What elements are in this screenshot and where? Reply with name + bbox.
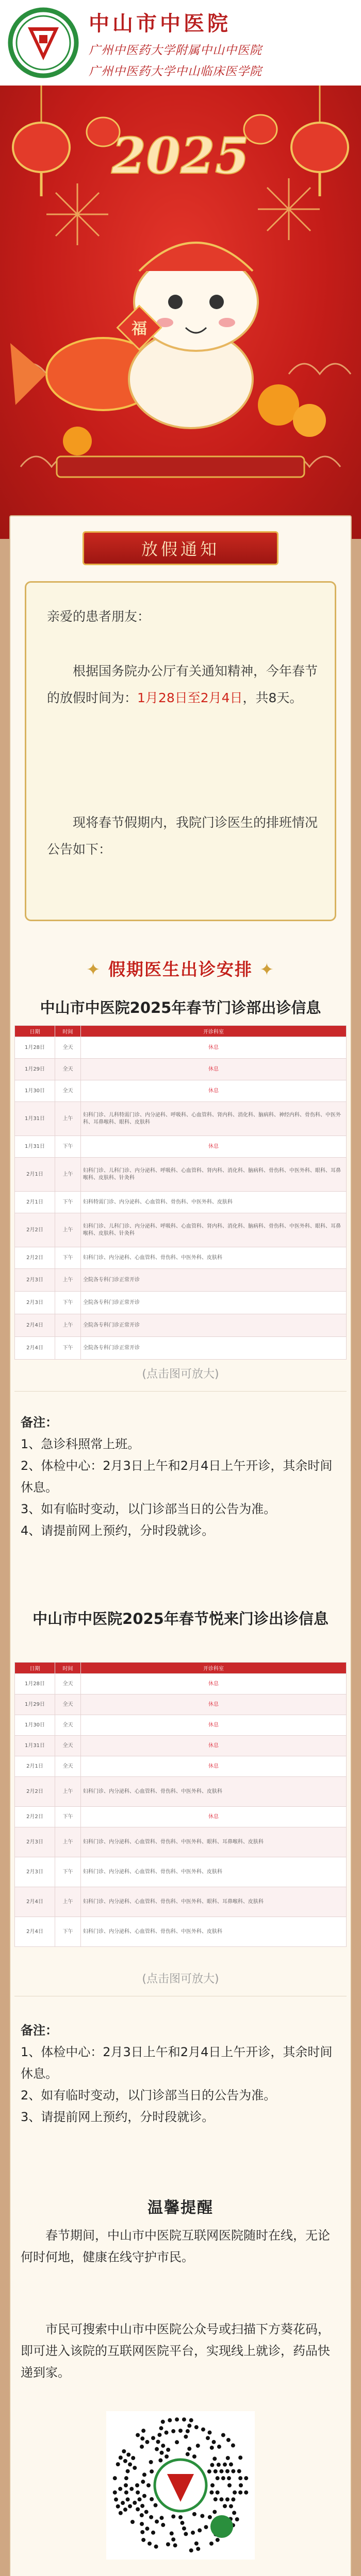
cell-departments: 休息 bbox=[81, 1736, 347, 1756]
cell-time: 全天 bbox=[55, 1694, 81, 1715]
cell-date: 1月30日 bbox=[15, 1080, 55, 1102]
notice-greeting: 亲爱的患者朋友： bbox=[47, 609, 151, 624]
yuelai-schedule-table bbox=[14, 1662, 347, 1947]
cell-time: 全天 bbox=[55, 1756, 81, 1777]
table-row bbox=[15, 1059, 347, 1080]
hospital-header bbox=[0, 0, 361, 86]
cell-date: 1月28日 bbox=[15, 1037, 55, 1059]
cell-time: 全天 bbox=[55, 1037, 81, 1059]
cell-date: 2月3日 bbox=[15, 1827, 55, 1857]
qr-code-icon bbox=[106, 2411, 255, 2560]
cell-departments: 妇科门诊、儿科门诊、内分泌科、呼吸科、心血管科、肾内科、消化科、脑病科、骨伤科、中医外科、眼科、耳鼻喉科、皮肤科、针灸科 bbox=[81, 1213, 347, 1247]
col-date: 日期 bbox=[15, 1663, 55, 1674]
hospital-affiliation-2: 广州中医药大学中山临床医学院 bbox=[89, 64, 262, 78]
firework-icon bbox=[46, 178, 320, 245]
cell-departments: 休息 bbox=[81, 1080, 347, 1102]
table-row bbox=[15, 1694, 347, 1715]
outpatient-table-title: 中山市中医院2025年春节门诊部出诊信息 bbox=[40, 999, 321, 1016]
wechat-mini-program-icon bbox=[210, 2515, 233, 2538]
cell-date: 2月1日 bbox=[15, 1158, 55, 1192]
cell-date: 2月4日 bbox=[15, 1917, 55, 1947]
svg-text:福: 福 bbox=[132, 320, 147, 338]
cell-departments: 休息 bbox=[81, 1674, 347, 1694]
notice-card bbox=[25, 581, 336, 921]
lantern-icon: ✦ bbox=[86, 959, 108, 979]
cell-time: 全天 bbox=[55, 1674, 81, 1694]
cell-departments: 休息 bbox=[81, 1715, 347, 1736]
cell-departments: 休息 bbox=[81, 1136, 347, 1158]
cell-time: 下午 bbox=[55, 1247, 81, 1269]
hospital-logo bbox=[7, 7, 79, 79]
cell-time: 上午 bbox=[55, 1827, 81, 1857]
cell-date: 1月28日 bbox=[15, 1674, 55, 1694]
table-row bbox=[15, 1756, 347, 1777]
cell-time: 下午 bbox=[55, 1136, 81, 1158]
schedule-section-title: ✦ 假期医生出诊安排 ✦ bbox=[86, 959, 275, 979]
remarks-title: 备注： bbox=[21, 1415, 58, 1430]
cell-departments: 全院各专科门诊正常开诊 bbox=[81, 1314, 347, 1337]
cell-time: 全天 bbox=[55, 1715, 81, 1736]
col-departments: 开诊科室 bbox=[81, 1026, 347, 1037]
cell-date: 1月31日 bbox=[15, 1102, 55, 1136]
cell-time: 下午 bbox=[55, 1807, 81, 1827]
new-year-hero-banner bbox=[0, 86, 361, 539]
cell-date: 2月2日 bbox=[15, 1807, 55, 1827]
table-row bbox=[15, 1102, 347, 1136]
table-row bbox=[15, 1037, 347, 1059]
cell-date: 1月31日 bbox=[15, 1136, 55, 1158]
table-row bbox=[15, 1192, 347, 1213]
cell-date: 2月3日 bbox=[15, 1292, 55, 1314]
outpatient-schedule-table bbox=[14, 1025, 347, 1360]
divider bbox=[14, 1391, 347, 1392]
col-time: 时间 bbox=[55, 1026, 81, 1037]
cell-departments: 妇科门诊、儿科特需门诊、内分泌科、呼吸科、心血管科、肾内科、消化科、脑病科、神经内科、骨伤科、中医外科、耳鼻喉科、眼科、皮肤科 bbox=[81, 1102, 347, 1136]
cell-date: 2月3日 bbox=[15, 1857, 55, 1887]
cell-date: 2月4日 bbox=[15, 1314, 55, 1337]
year-text: 2025 bbox=[111, 127, 250, 185]
enlarge-caption: (点击图可放大) bbox=[142, 1368, 219, 1381]
cell-departments: 妇科门诊、内分泌科、心血管科、骨伤科、中医外科、皮肤科 bbox=[81, 1857, 347, 1887]
cell-departments: 休息 bbox=[81, 1059, 347, 1080]
enlarge-caption: (点击图可放大) bbox=[142, 1973, 219, 1986]
cell-time: 上午 bbox=[55, 1213, 81, 1247]
notice-paragraph-holiday: 根据国务院办公厅有关通知精神，今年春节的放假时间为：1月28日至2月4日，共8天。 bbox=[47, 664, 318, 705]
cell-date: 1月29日 bbox=[15, 1694, 55, 1715]
cell-date: 2月2日 bbox=[15, 1213, 55, 1247]
remark-item: 3、如有临时变动，以门诊部当日的公告为准。 bbox=[21, 1502, 276, 1516]
notice-banner bbox=[0, 523, 361, 573]
cell-date: 2月2日 bbox=[15, 1777, 55, 1807]
festive-illustration bbox=[0, 86, 361, 539]
tips-title: 温馨提醒 bbox=[147, 2199, 214, 2217]
table-row bbox=[15, 1857, 347, 1887]
table-row bbox=[15, 1917, 347, 1947]
cell-date: 2月1日 bbox=[15, 1756, 55, 1777]
cell-date: 1月29日 bbox=[15, 1059, 55, 1080]
cell-date: 2月4日 bbox=[15, 1887, 55, 1917]
table-row bbox=[15, 1136, 347, 1158]
table-row bbox=[15, 1777, 347, 1807]
cell-departments: 妇科门诊、内分泌科、心血管科、骨伤科、中医外科、皮肤科 bbox=[81, 1917, 347, 1947]
cell-departments: 休息 bbox=[81, 1037, 347, 1059]
cell-departments: 妇科门诊、内分泌科、心血管科、骨伤科、中医外科、皮肤科 bbox=[81, 1247, 347, 1269]
cell-date: 1月31日 bbox=[15, 1736, 55, 1756]
table-row bbox=[15, 1158, 347, 1192]
cell-departments: 休息 bbox=[81, 1694, 347, 1715]
cell-time: 下午 bbox=[55, 1337, 81, 1360]
table-row bbox=[15, 1715, 347, 1736]
table-row bbox=[15, 1213, 347, 1247]
cell-date: 2月3日 bbox=[15, 1269, 55, 1292]
cell-date: 2月2日 bbox=[15, 1247, 55, 1269]
table-row bbox=[15, 1080, 347, 1102]
cell-time: 全天 bbox=[55, 1059, 81, 1080]
cell-date: 1月30日 bbox=[15, 1715, 55, 1736]
holiday-dates: 1月28日至2月4日 bbox=[137, 690, 243, 705]
yuelai-table-title: 中山市中医院2025年春节悦来门诊出诊信息 bbox=[32, 1610, 329, 1628]
notice-title: 放假通知 bbox=[83, 531, 278, 565]
tips-paragraph-search: 市民可搜索中山市中医院公众号或扫描下方葵花码，即可进入该院的互联网医院平台，实现线上就诊，药品快递到家。 bbox=[21, 2322, 330, 2380]
cell-time: 下午 bbox=[55, 1292, 81, 1314]
table-row bbox=[15, 1674, 347, 1694]
cell-departments: 妇科门诊、内分泌科、心血管科、骨伤科、中医外科、眼科、耳鼻喉科、皮肤科 bbox=[81, 1887, 347, 1917]
cell-time: 上午 bbox=[55, 1269, 81, 1292]
table-row bbox=[15, 1337, 347, 1360]
table-row bbox=[15, 1736, 347, 1756]
cell-time: 上午 bbox=[55, 1777, 81, 1807]
cell-time: 上午 bbox=[55, 1102, 81, 1136]
table-row bbox=[15, 1247, 347, 1269]
cell-time: 下午 bbox=[55, 1857, 81, 1887]
remarks-block-2 bbox=[21, 2020, 340, 2128]
remark-item: 2、如有临时变动，以门诊部当日的公告为准。 bbox=[21, 2088, 276, 2103]
col-date: 日期 bbox=[15, 1026, 55, 1037]
cell-departments: 妇科门诊、内分泌科、心血管科、骨伤科、中医外科、皮肤科 bbox=[81, 1777, 347, 1807]
table-row bbox=[15, 1269, 347, 1292]
table-row bbox=[15, 1887, 347, 1917]
cell-time: 全天 bbox=[55, 1080, 81, 1102]
mini-program-qr-code[interactable] bbox=[106, 2411, 255, 2560]
remark-item: 1、体检中心：2月3日上午和2月4日上午开诊，其余时间休息。 bbox=[21, 2045, 333, 2081]
cell-departments: 全院各专科门诊正常开诊 bbox=[81, 1269, 347, 1292]
cell-time: 全天 bbox=[55, 1736, 81, 1756]
cell-departments: 全院各专科门诊正常开诊 bbox=[81, 1292, 347, 1314]
lantern-icon: ✦ bbox=[253, 959, 275, 979]
cell-time: 上午 bbox=[55, 1314, 81, 1337]
cell-time: 下午 bbox=[55, 1192, 81, 1213]
cell-departments: 休息 bbox=[81, 1756, 347, 1777]
hospital-name: 中山市中医院 bbox=[89, 11, 231, 36]
table-row bbox=[15, 1807, 347, 1827]
col-departments: 开诊科室 bbox=[81, 1663, 347, 1674]
remark-item: 2、体检中心：2月3日上午和2月4日上午开诊，其余时间休息。 bbox=[21, 1459, 333, 1495]
cell-time: 上午 bbox=[55, 1887, 81, 1917]
remarks-title: 备注： bbox=[21, 2023, 58, 2038]
cell-time: 下午 bbox=[55, 1917, 81, 1947]
table-row bbox=[15, 1827, 347, 1857]
tips-paragraph-online: 春节期间，中山市中医院互联网医院随时在线，无论何时何地，健康在线守护市民。 bbox=[21, 2228, 330, 2264]
remark-item: 4、请提前网上预约，分时段就诊。 bbox=[21, 1523, 215, 1538]
remark-item: 3、请提前网上预约，分时段就诊。 bbox=[21, 2110, 215, 2124]
cell-departments: 妇科特需门诊、内分泌科、心血管科、骨伤科、中医外科、皮肤科 bbox=[81, 1192, 347, 1213]
cell-time: 上午 bbox=[55, 1158, 81, 1192]
cell-date: 2月1日 bbox=[15, 1192, 55, 1213]
hospital-affiliation-1: 广州中医药大学附属中山中医院 bbox=[89, 43, 262, 57]
notice-paragraph-schedule: 现将春节假期内，我院门诊医生的排班情况公告如下： bbox=[47, 815, 318, 857]
remark-item: 1、急诊科照常上班。 bbox=[21, 1437, 140, 1451]
remarks-block-1 bbox=[21, 1412, 340, 1541]
cell-departments: 休息 bbox=[81, 1807, 347, 1827]
table-row bbox=[15, 1292, 347, 1314]
col-time: 时间 bbox=[55, 1663, 81, 1674]
table-row bbox=[15, 1314, 347, 1337]
cell-departments: 全院各专科门诊正常开诊 bbox=[81, 1337, 347, 1360]
cell-departments: 妇科门诊、内分泌科、心血管科、骨伤科、中医外科、眼科、耳鼻喉科、皮肤科 bbox=[81, 1827, 347, 1857]
cell-date: 2月4日 bbox=[15, 1337, 55, 1360]
cell-departments: 妇科门诊、儿科门诊、内分泌科、呼吸科、心血管科、肾内科、消化科、脑病科、骨伤科、中医外科、眼科、耳鼻喉科、皮肤科、针灸科 bbox=[81, 1158, 347, 1192]
